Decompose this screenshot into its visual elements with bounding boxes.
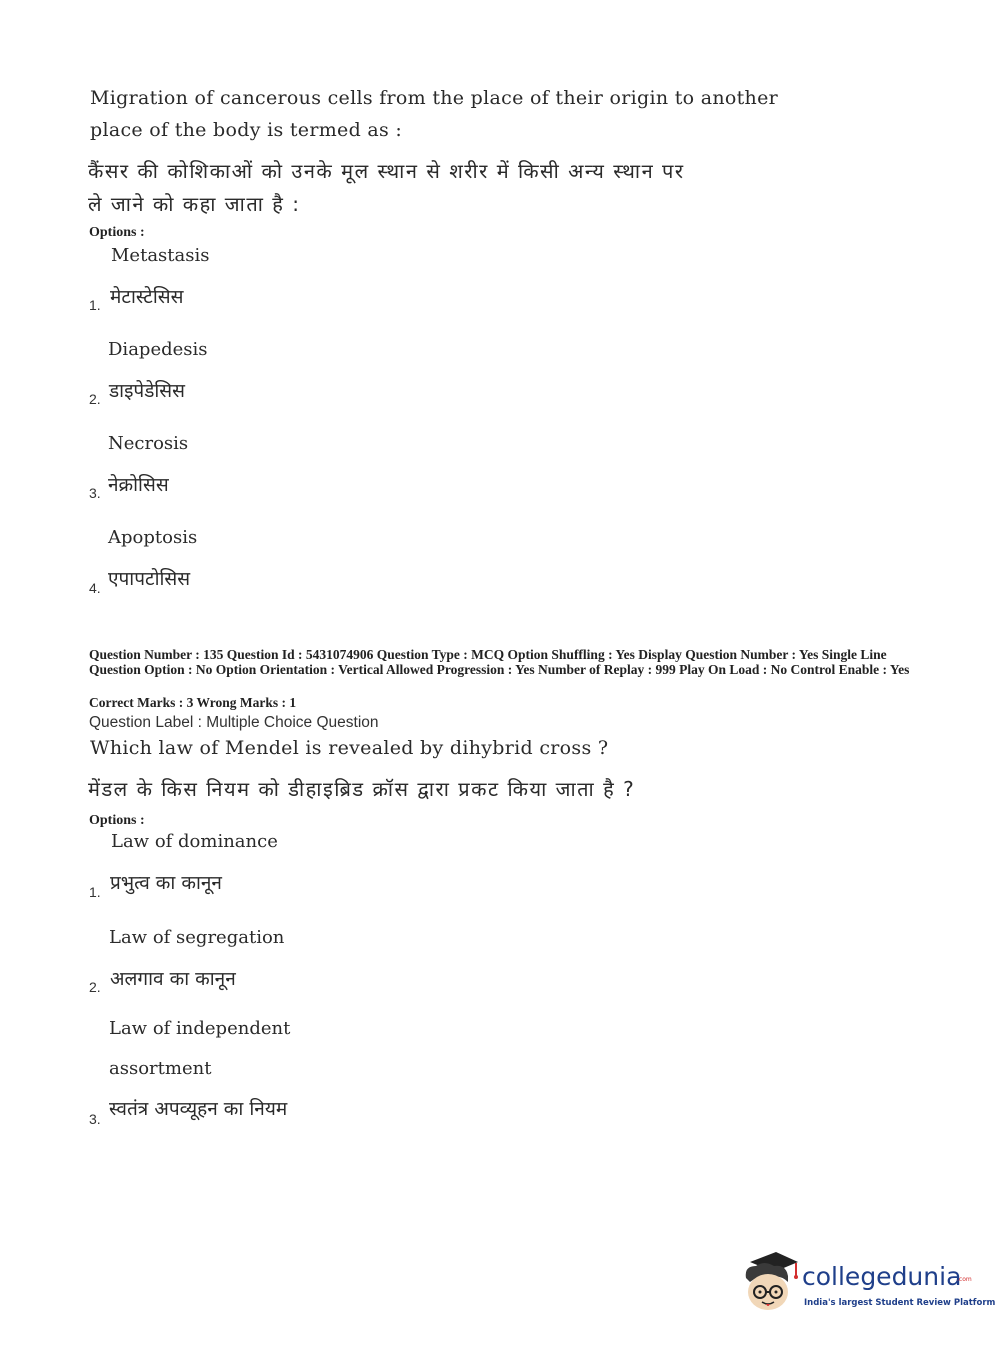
- q1-option-4-number: 4.: [89, 580, 101, 596]
- q1-hindi-line2: ले जाने को कहा जाता है :: [88, 192, 301, 216]
- q2-hindi-question: मेंडल के किस नियम को डीहाइब्रिड क्रॉस द्वारा प्रकट किया जाता है ?: [88, 777, 636, 801]
- q1-option-3-number: 3.: [89, 485, 101, 501]
- logo-wordmark: collegedunia: [802, 1262, 962, 1291]
- q2-option-2-number: 2.: [89, 979, 101, 995]
- q1-option-1-english: Metastasis: [111, 245, 210, 266]
- q1-option-2-english: Diapedesis: [108, 339, 208, 360]
- q2-option-1-hindi: प्रभुत्व का कानून: [110, 872, 222, 894]
- q2-option-2-english: Law of segregation: [109, 927, 285, 948]
- q2-option-2-hindi: अलगाव का कानून: [110, 968, 236, 990]
- q1-option-3-english: Necrosis: [108, 433, 189, 454]
- student-mascot-icon: [740, 1248, 802, 1318]
- q2-options-label: Options :: [89, 813, 145, 828]
- q2-option-3-english-line2: assortment: [109, 1058, 212, 1079]
- logo-tagline: India's largest Student Review Platform: [804, 1298, 996, 1308]
- q2-question-label: Question Label : Multiple Choice Question: [89, 714, 379, 731]
- q2-option-3-english-line1: Law of independent: [109, 1018, 291, 1039]
- q1-option-1-number: 1.: [89, 297, 101, 313]
- q1-option-2-hindi: डाइपेडेसिस: [109, 380, 185, 402]
- q2-option-1-number: 1.: [89, 884, 101, 900]
- logo-domain-suffix: .com: [957, 1276, 972, 1283]
- q2-metadata: Question Number : 135 Question Id : 5431074906 Question Type : MCQ Option Shuffling : Yes Display Question Number : Yes Single Line Question Option : No Option Orientation : Vertical Allowed Progression : Yes Number of Replay : 999 Play On Load : No Control Enable : Yes: [89, 647, 910, 677]
- q1-option-3-hindi: नेक्रोसिस: [108, 474, 169, 496]
- q1-english-line1: Migration of cancerous cells from the place of their origin to another: [90, 87, 779, 109]
- q1-option-4-english: Apoptosis: [108, 527, 198, 548]
- q1-option-1-hindi: मेटास्टेसिस: [110, 286, 184, 308]
- q2-option-3-hindi: स्वतंत्र अपव्यूहन का नियम: [109, 1098, 288, 1120]
- q1-option-4-hindi: एपापटोसिस: [108, 568, 191, 590]
- q1-english-line2: place of the body is termed as :: [90, 119, 403, 141]
- q2-marks: Correct Marks : 3 Wrong Marks : 1: [89, 695, 297, 710]
- q1-hindi-line1: कैंसर की कोशिकाओं को उनके मूल स्थान से शरीर में किसी अन्य स्थान पर: [88, 159, 685, 183]
- collegedunia-logo[interactable]: [740, 1248, 996, 1318]
- q1-option-2-number: 2.: [89, 391, 101, 407]
- q2-english-question: Which law of Mendel is revealed by dihybrid cross ?: [90, 737, 609, 759]
- q1-options-label: Options :: [89, 225, 145, 240]
- q2-option-3-number: 3.: [89, 1111, 101, 1127]
- q2-option-1-english: Law of dominance: [111, 831, 278, 852]
